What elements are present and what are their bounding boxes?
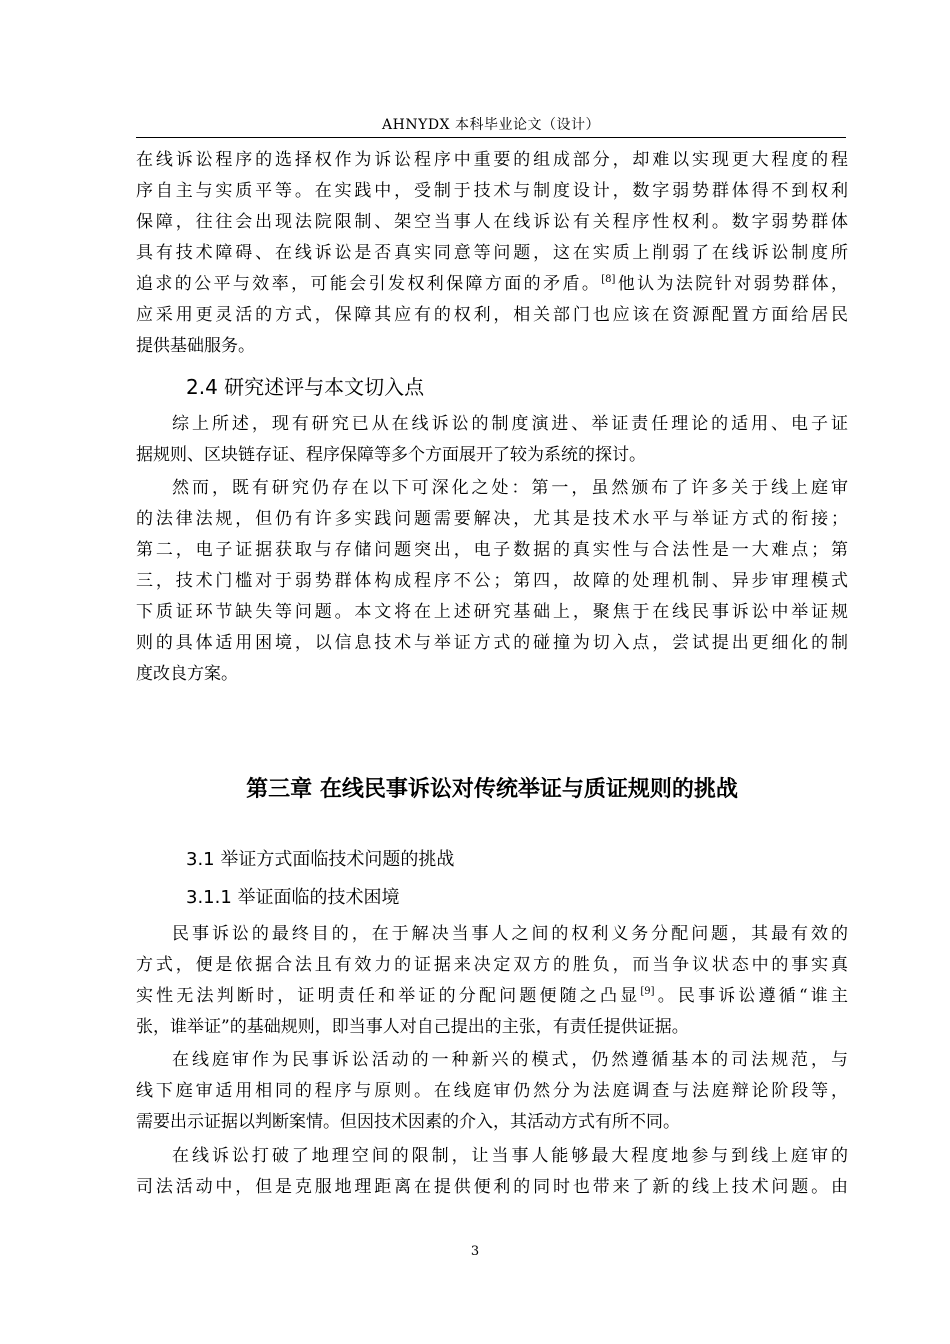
section-heading-3-1: 3.1 举证方式面临技术问题的挑战 — [186, 849, 455, 870]
text-line: 在线诉讼程序的选择权作为诉讼程序中重要的组成部分，却难以实现更大程度的程 — [136, 150, 848, 170]
citation-9: [9] — [640, 986, 655, 997]
text-line: 具有技术障碍、在线诉讼是否真实同意等问题，这在实质上削弱了在线诉讼制度所 — [136, 243, 848, 263]
header-rule — [136, 137, 846, 138]
text-line: 三，技术门槛对于弱势群体构成程序不公；第四，故障的处理机制、异步审理模式 — [136, 571, 848, 591]
text-line: 司法活动中，但是克服地理距离在提供便利的同时也带来了新的线上技术问题。由 — [136, 1177, 848, 1197]
running-header: AHNYDX 本科毕业论文（设计） — [382, 117, 600, 133]
text-line: 然而，既有研究仍存在以下可深化之处：第一，虽然颁布了许多关于线上庭审 — [172, 478, 848, 498]
citation-8: [8] — [601, 274, 616, 285]
text-line: 度改良方案。 — [136, 664, 238, 684]
text-line: 需要出示证据以判断案情。但因技术因素的介入，其活动方式有所不同。 — [136, 1112, 680, 1132]
page-number: 3 — [470, 1244, 480, 1259]
paragraph-digital-vulnerable-groups — [136, 145, 848, 362]
text-line: 据规则、区块链存证、程序保障等多个方面展开了较为系统的探讨。 — [136, 445, 646, 465]
text-line: 则的具体适用困境，以信息技术与举证方式的碰撞为切入点，尝试提出更细化的制 — [136, 633, 848, 653]
chapter-title: 第三章 在线民事诉讼对传统举证与质证规则的挑战 — [246, 777, 738, 802]
text-line: 第二，电子证据获取与存储问题突出，电子数据的真实性与合法性是一大难点；第 — [136, 540, 848, 560]
text-line: 线下庭审适用相同的程序与原则。在线庭审仍然分为法庭调查与法庭辩论阶段等， — [136, 1081, 848, 1101]
text-line: 序自主与实质平等。在实践中，受制于技术与制度设计，数字弱势群体得不到权利 — [136, 181, 848, 201]
text-line: 应采用更灵活的方式，保障其应有的权利，相关部门也应该在资源配置方面给居民 — [136, 305, 848, 325]
text-line: 保障，往往会出现法院限制、架空当事人在线诉讼有关程序性权利。数字弱势群体 — [136, 212, 848, 232]
text-line: 在线庭审作为民事诉讼活动的一种新兴的模式，仍然遵循基本的司法规范，与 — [172, 1050, 848, 1070]
text-line: 的法律法规，但仍有许多实践问题需要解决，尤其是技术水平与举证方式的衔接； — [136, 509, 848, 529]
text-line: 下质证环节缺失等问题。本文将在上述研究基础上，聚焦于在线民事诉讼中举证规 — [136, 602, 848, 622]
paragraph-online-trial — [136, 1045, 848, 1138]
text-line: 在线诉讼打破了地理空间的限制，让当事人能够最大程度地参与到线上庭审的 — [172, 1146, 848, 1166]
text-line: 民事诉讼的最终目的，在于解决当事人之间的权利义务分配问题，其最有效的 — [172, 924, 848, 944]
text-line: 追求的公平与效率，可能会引发权利保障方面的矛盾。[8]他认为法院针对弱势群体， — [136, 274, 848, 294]
text-line: 张，谁举证”的基础规则，即当事人对自己提出的主张，有责任提供证据。 — [136, 1017, 689, 1037]
text-line: 实性无法判断时，证明责任和举证的分配问题便随之凸显[9]。民事诉讼遵循“谁主 — [136, 986, 848, 1006]
text-line: 提供基础服务。 — [136, 336, 255, 356]
paragraph-geographic-limits — [136, 1141, 848, 1203]
text-line: 综上所述，现有研究已从在线诉讼的制度演进、举证责任理论的适用、电子证 — [172, 414, 848, 434]
paragraph-burden-of-proof — [136, 919, 848, 1043]
section-heading-3-1-1: 3.1.1 举证面临的技术困境 — [186, 887, 400, 908]
paragraph-research-gaps — [136, 473, 848, 690]
paragraph-summary — [136, 409, 848, 471]
section-heading-2-4: 2.4 研究述评与本文切入点 — [186, 375, 425, 399]
text-line: 方式，便是依据合法且有效力的证据来决定双方的胜负，而当争议状态中的事实真 — [136, 955, 848, 975]
